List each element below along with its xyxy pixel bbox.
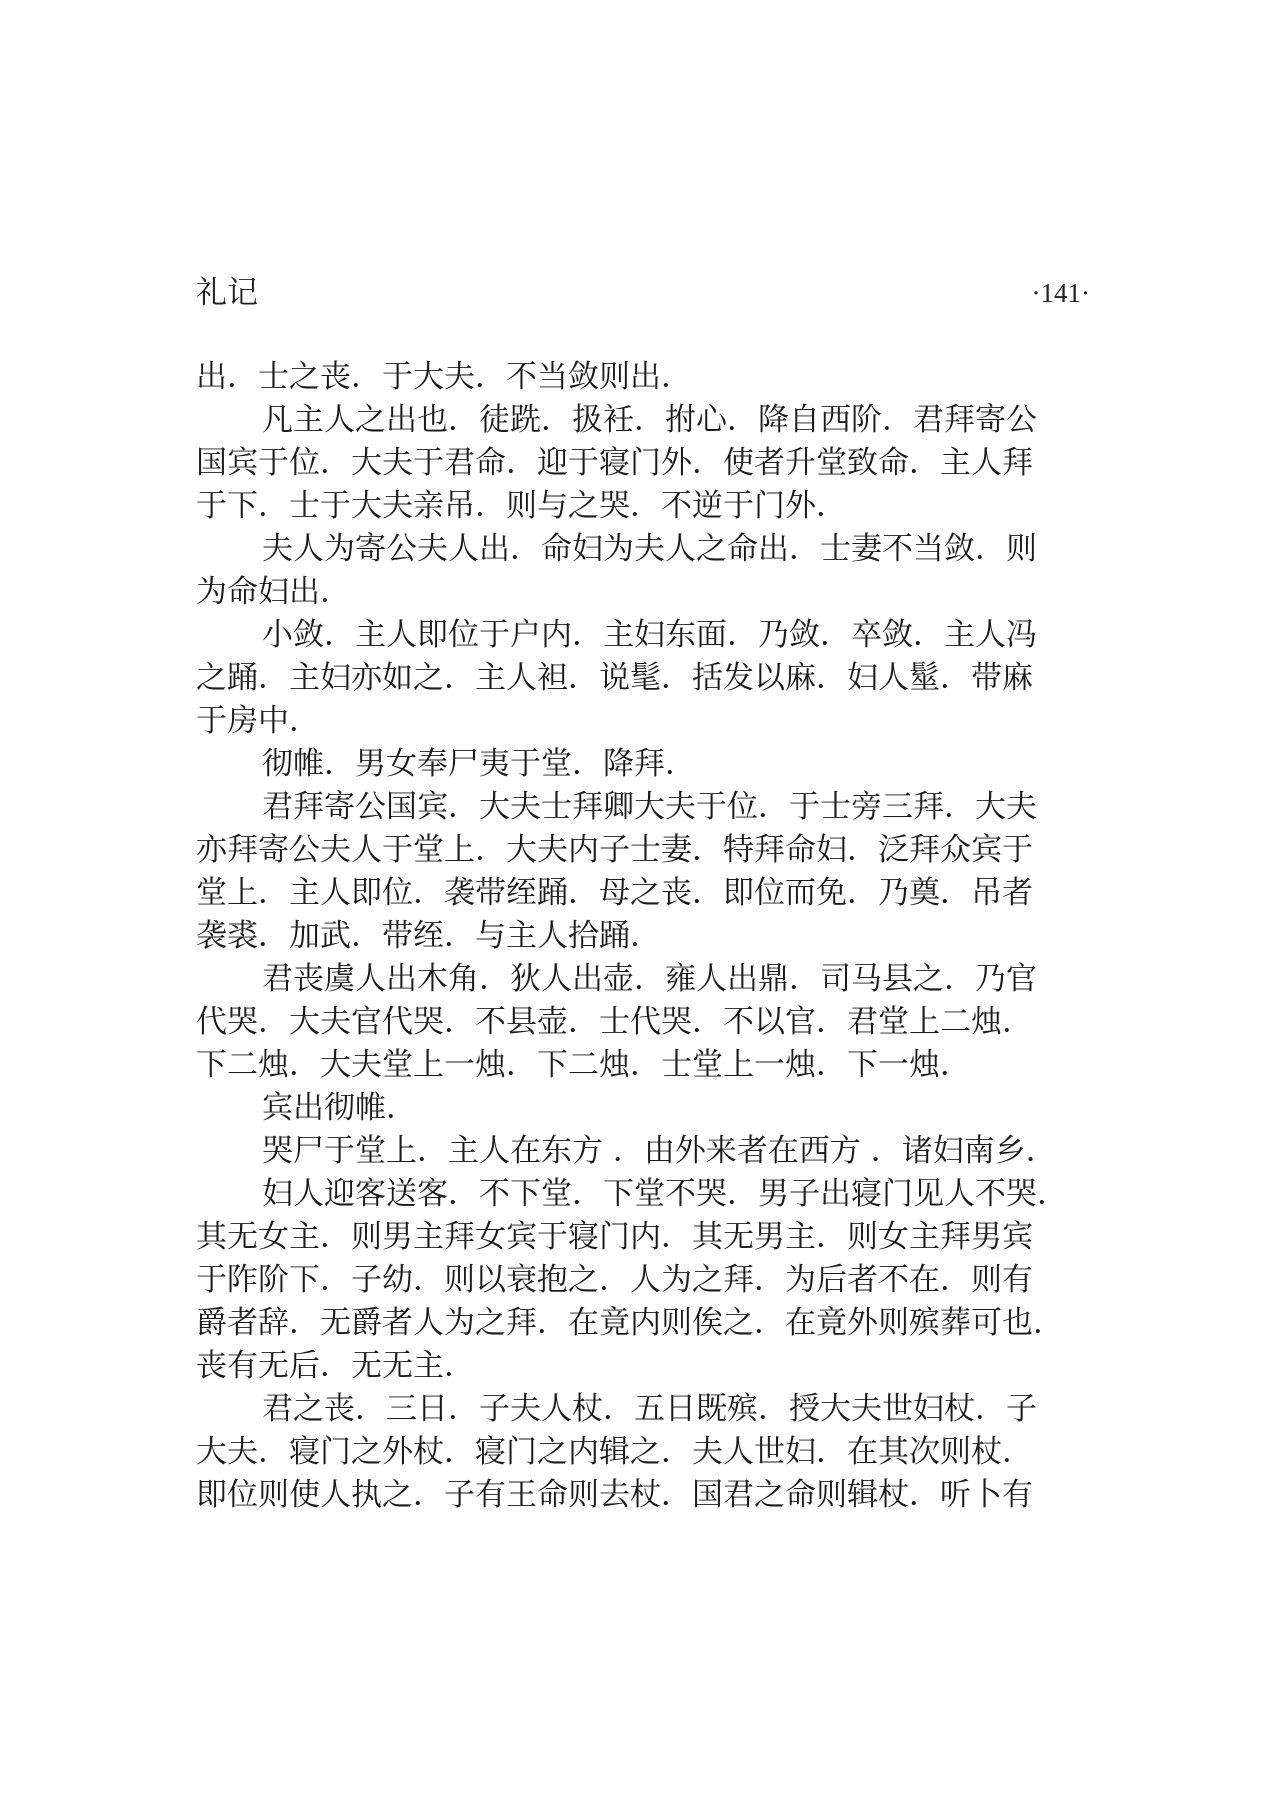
text-line: 之踊．主妇亦如之．主人袒．说髦．括发以麻．妇人髽．带麻 [196,660,1033,696]
text-line: 为命妇出． [196,574,351,610]
text-line: 彻帷．男女奉尸夷于堂．降拜． [262,746,696,782]
book-title: 礼记 [196,275,258,311]
text-line: 君拜寄公国宾．大夫士拜卿大夫于位．于士旁三拜．大夫 [262,789,1037,825]
text-line: 堂上．主人即位．袭带绖踊．母之丧．即位而免．乃奠．吊者 [196,875,1033,911]
text-line: 君之丧．三日．子夫人杖．五日既殡．授大夫世妇杖．子 [262,1391,1037,1427]
text-line: 小敛．主人即位于户内．主妇东面．乃敛．卒敛．主人冯 [262,617,1037,653]
text-line: 于下．士于大夫亲吊．则与之哭．不逆于门外． [196,488,847,524]
body-text [196,356,1096,1517]
text-line: 妇人迎客送客．不下堂．下堂不哭．男子出寝门见人不哭． [262,1176,1068,1212]
text-line: 袭裘．加武．带绖．与主人拾踊． [196,918,661,954]
text-line: 哭尸于堂上．主人在东方 ．由外来者在西方 ．诸妇南乡． [262,1133,1057,1169]
text-line: 国宾于位．大夫于君命．迎于寝门外．使者升堂致命．主人拜 [196,445,1033,481]
text-line: 于房中． [196,703,320,739]
text-line: 于阼阶下．子幼．则以衰抱之．人为之拜．为后者不在．则有 [196,1262,1033,1298]
text-line: 出．士之丧．于大夫．不当敛则出． [196,359,692,395]
text-line: 宾出彻帷． [262,1090,417,1126]
page-number: ·141· [1031,278,1090,308]
text-line: 大夫．寝门之外杖．寝门之内辑之．夫人世妇．在其次则杖． [196,1434,1033,1470]
text-line: 下二烛．大夫堂上一烛．下二烛．士堂上一烛．下一烛． [196,1047,971,1083]
text-line: 凡主人之出也．徒跣．扱衽．拊心．降自西阶．君拜寄公 [262,402,1037,438]
running-header [196,268,1090,318]
text-line: 丧有无后．无无主． [196,1348,475,1384]
text-line: 君丧虞人出木角．狄人出壶．雍人出鼎．司马县之．乃官 [262,961,1037,997]
text-line: 代哭．大夫官代哭．不县壶．士代哭．不以官．君堂上二烛． [196,1004,1033,1040]
text-line: 夫人为寄公夫人出．命妇为夫人之命出．士妻不当敛．则 [262,531,1037,567]
text-line: 即位则使人执之．子有王命则去杖．国君之命则辑杖．听卜有 [196,1477,1033,1513]
text-line: 其无女主．则男主拜女宾于寝门内．其无男主．则女主拜男宾 [196,1219,1033,1255]
text-line: 亦拜寄公夫人于堂上．大夫内子士妻．特拜命妇．泛拜众宾于 [196,832,1033,868]
text-line: 爵者辞．无爵者人为之拜．在竟内则俟之．在竟外则殡葬可也． [196,1305,1064,1341]
